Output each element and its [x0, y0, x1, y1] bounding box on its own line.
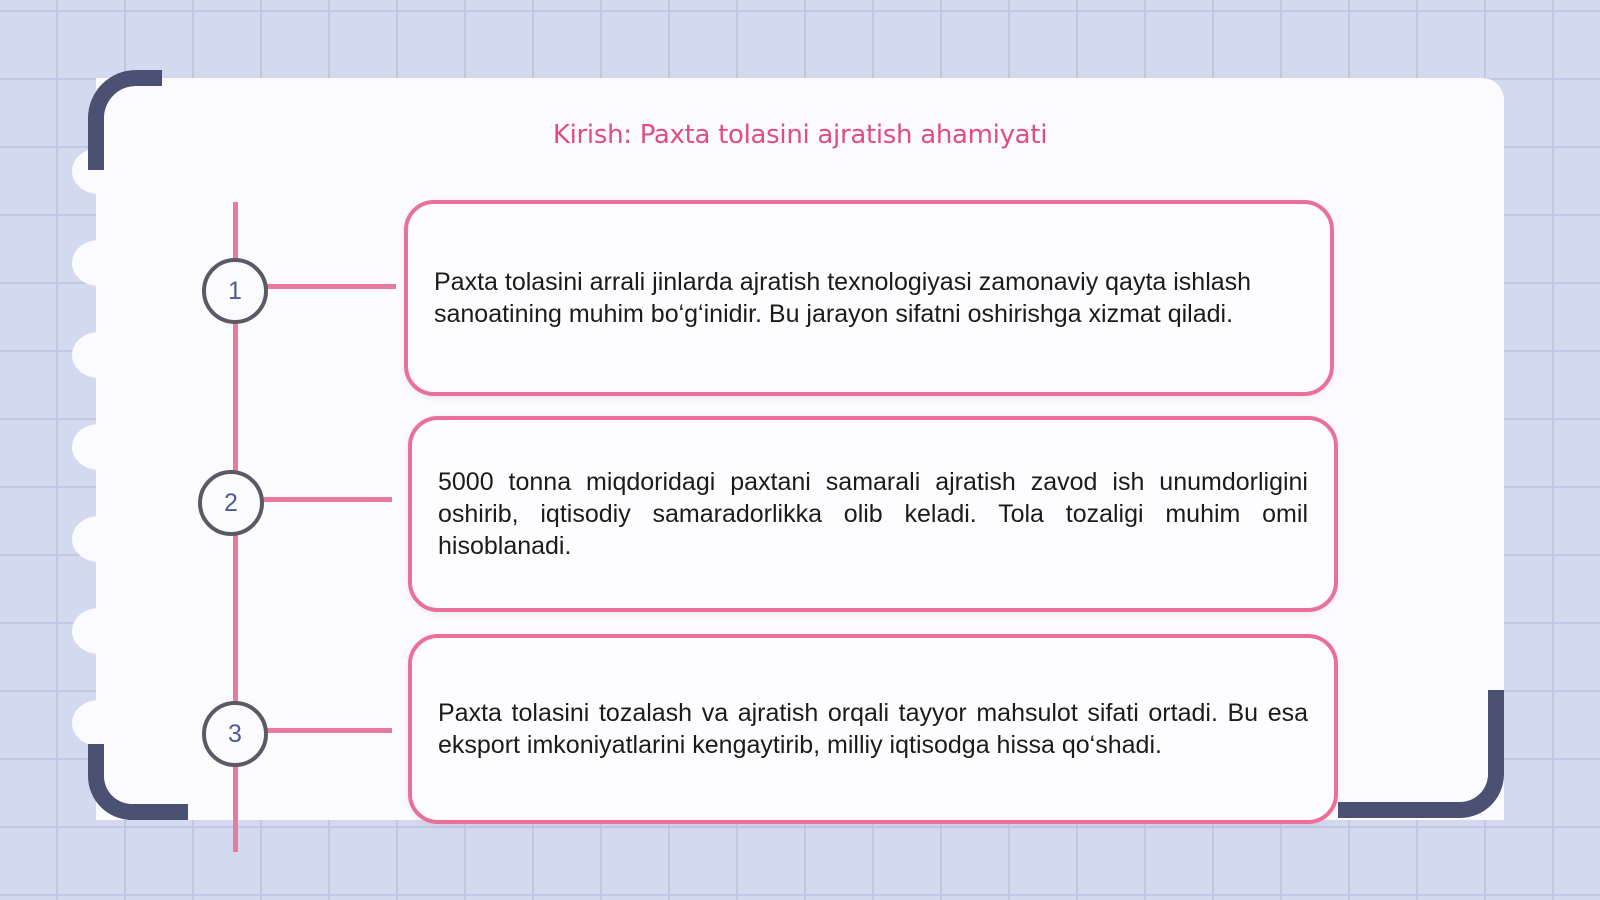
timeline-node-1	[202, 258, 268, 324]
node-number: 3	[228, 719, 242, 748]
paper-scallop	[72, 700, 126, 746]
paper-scallop	[72, 516, 126, 562]
timeline-connector	[266, 728, 392, 733]
node-number: 1	[228, 276, 242, 305]
timeline-node-2	[198, 470, 264, 536]
timeline-node-3	[202, 701, 268, 767]
info-card-1	[404, 200, 1334, 396]
paper-scallop	[72, 424, 126, 470]
timeline-connector	[266, 284, 396, 289]
info-card-3	[408, 634, 1338, 824]
slide-title: Kirish: Paxta tolasini ajratish ahamiyati	[552, 120, 1048, 150]
info-card-2	[408, 416, 1338, 612]
timeline-connector	[262, 497, 392, 502]
card-text: Paxta tolasini arrali jinlarda ajratish texnologiyasi zamonaviy qayta ishlash sanoatining muhim bo‘g‘inidir. Bu jarayon sifatni oshirishga xizmat qiladi.	[434, 268, 1252, 328]
corner-bracket-bottom-right	[1338, 690, 1504, 818]
paper-scallop	[72, 332, 126, 378]
card-text: Paxta tolasini tozalash va ajratish orqali tayyor mahsulot sifati ortadi. Bu esa eksport imkoniyatlarini kengaytirib, milliy iqtisodga hissa qo‘shadi.	[438, 699, 1308, 759]
paper-scallop	[72, 240, 126, 286]
node-number: 2	[224, 488, 238, 517]
card-text: 5000 tonna miqdoridagi paxtani samarali ajratish zavod ish unumdorligini oshirib, iqtisodiy samaradorlikka olib keladi. Tola tozaligi muhim omil hisoblanadi.	[438, 468, 1308, 560]
paper-scallop	[72, 608, 126, 654]
corner-bracket-bottom-left	[88, 744, 188, 820]
